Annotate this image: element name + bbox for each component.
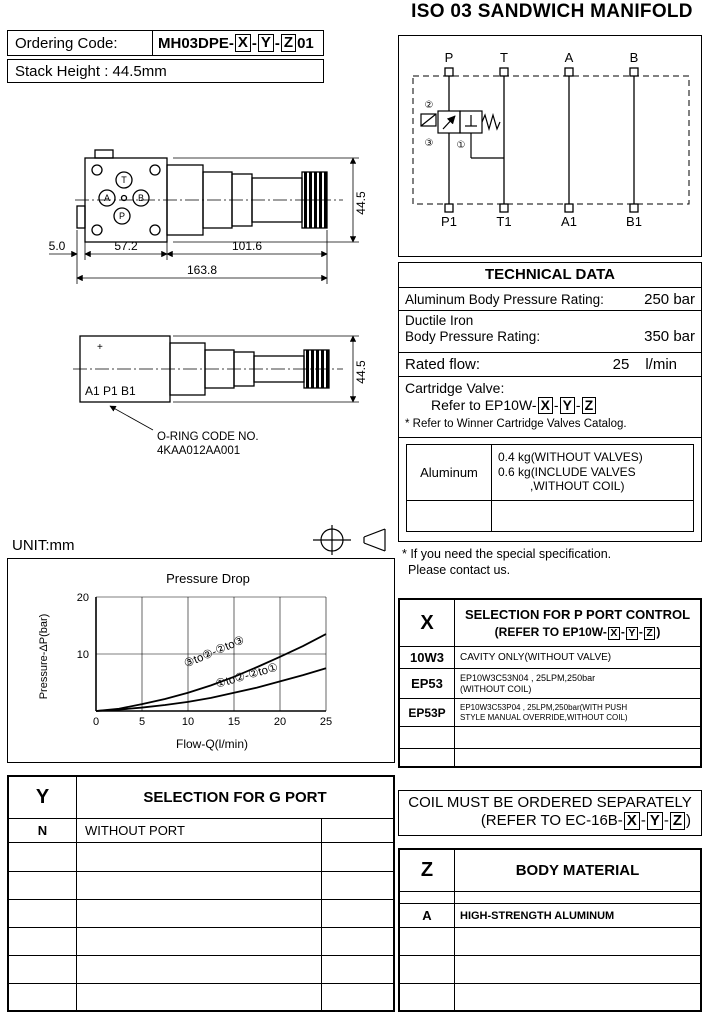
z-row-desc: HIGH-STRENGTH ALUMINUM — [460, 909, 615, 922]
x-row-desc — [455, 699, 700, 726]
footnote-line1: * If you need the special specification. — [402, 547, 612, 561]
schematic-top-port-labels — [445, 50, 639, 65]
x-table-header — [400, 600, 700, 647]
target-projection-icon — [313, 525, 351, 555]
cartridge-valve-row — [399, 377, 701, 438]
schematic-bottom-port-labels — [441, 214, 642, 229]
z-table-key: Z — [400, 850, 455, 891]
weight-line1: 0.4 kg(WITHOUT VALVES) — [498, 450, 643, 464]
pressure-drop-chart — [7, 558, 395, 763]
spring-symbol — [482, 115, 500, 129]
svg-text:T: T — [121, 175, 127, 185]
x-row-desc-line2: STYLE MANUAL OVERRIDE,WITHOUT COIL) — [460, 712, 628, 722]
y-row-desc: WITHOUT PORT — [77, 819, 322, 842]
x-table-row-ep53 — [400, 669, 700, 699]
port-lines — [445, 68, 638, 212]
svg-text:15: 15 — [227, 716, 241, 728]
x-table-empty-row — [400, 727, 700, 749]
rated-flow-unit: l/min — [645, 356, 677, 373]
x-table-empty-row — [400, 749, 700, 766]
weight-empty-right — [492, 501, 693, 531]
bottom-port-labels: A1 P1 B1 — [85, 384, 136, 398]
z-table-title: BODY MATERIAL — [515, 862, 640, 879]
x-title-suffix: ) — [656, 624, 661, 639]
x-title-sep2: - — [638, 624, 643, 639]
svg-text:20: 20 — [273, 716, 287, 728]
z-table-empty-row — [400, 956, 700, 984]
footnote-line2: Please contact us. — [408, 563, 511, 578]
aluminum-pressure-row — [399, 288, 701, 311]
svg-text:T: T — [500, 50, 508, 65]
cartridge-z-box: Z — [582, 397, 597, 414]
oring-note-line1: O-RING CODE NO. — [157, 431, 259, 443]
y-row-extra-cell — [322, 819, 393, 842]
coil-refer-suffix: ) — [686, 812, 691, 829]
svg-text:A: A — [564, 50, 574, 65]
y-table-empty-row — [9, 872, 393, 900]
technical-data-title: TECHNICAL DATA — [399, 263, 701, 288]
x-title-sep1: - — [620, 624, 625, 639]
chart-plot-area — [8, 583, 393, 739]
technical-drawings — [7, 88, 397, 558]
x-row-code: EP53 — [400, 669, 455, 698]
cone-projection-icon — [364, 529, 385, 551]
y-selection-table — [7, 775, 395, 1012]
chart-y-axis-label: Pressure-ΔP(bar) — [38, 613, 50, 700]
oring-note-line2: 4KAA012AA001 — [157, 445, 241, 457]
hydraulic-schematic-diagram — [399, 36, 699, 254]
svg-text:B1: B1 — [626, 214, 642, 229]
x-table-title-line2 — [495, 624, 661, 640]
rated-flow-label: Rated flow: — [405, 356, 481, 373]
code-sep2: - — [274, 34, 280, 52]
ordering-code-value — [152, 31, 323, 55]
coil-sep1: - — [640, 812, 646, 829]
svg-text:③: ③ — [424, 138, 434, 149]
sandwich-envelope-dashed — [413, 76, 689, 204]
dim-44-5-top: 44.5 — [354, 191, 368, 215]
svg-text:0: 0 — [92, 716, 100, 728]
ordering-code-box — [7, 30, 324, 56]
unit-label: UNIT:mm — [12, 537, 75, 554]
svg-text:20: 20 — [76, 592, 89, 604]
coil-y-box: Y — [647, 812, 663, 830]
z-table-empty-row — [400, 928, 700, 956]
svg-text:①: ① — [456, 140, 466, 151]
y-row-code: N — [9, 819, 77, 842]
y-table-row-n — [9, 819, 393, 843]
ductile-label-line1: Ductile Iron — [405, 313, 474, 328]
code-prefix: MH03DPE- — [158, 34, 234, 52]
stack-height-label: Stack Height : 44.5mm — [15, 62, 167, 80]
x-table-key: X — [400, 600, 455, 646]
code-x-box: X — [235, 34, 251, 52]
y-table-key: Y — [9, 777, 77, 818]
x-row-desc-line2: (WITHOUT COIL) — [460, 683, 532, 694]
x-row-desc — [455, 669, 700, 698]
dim-5: 5.0 — [48, 239, 66, 253]
code-suffix: 01 — [297, 34, 314, 52]
svg-text:10: 10 — [181, 716, 195, 728]
code-sep1: - — [251, 34, 257, 52]
coil-sep2: - — [663, 812, 669, 829]
coil-note-box — [398, 790, 702, 836]
svg-text:T1: T1 — [496, 214, 512, 229]
stack-height-box — [7, 59, 324, 83]
z-row-code: A — [400, 904, 455, 927]
cartridge-refer-prefix: Refer to EP10W- — [431, 397, 537, 413]
x-table-title-line1: SELECTION FOR P PORT CONTROL — [464, 607, 691, 623]
weight-table — [406, 444, 694, 532]
y-table-empty-row — [9, 984, 393, 1010]
x-selection-table — [398, 598, 702, 768]
weight-empty-left — [407, 501, 492, 531]
technical-data-box — [398, 262, 702, 542]
coil-z-box: Z — [670, 812, 685, 830]
mounting-face-port-letters — [104, 175, 144, 221]
x-row-desc-line1: EP10W3C53N04 , 25LPM,250bar — [460, 672, 596, 683]
x-title-x-box: X — [608, 627, 620, 640]
dim-101-6: 101.6 — [231, 239, 263, 253]
dim-44-5-bottom: 44.5 — [354, 360, 368, 384]
code-y-box: Y — [258, 34, 274, 52]
cartridge-note: * Refer to Winner Cartridge Valves Catalog. — [405, 417, 627, 430]
x-row-desc: CAVITY ONLY(WITHOUT VALVE) — [460, 652, 612, 663]
projection-symbols — [313, 525, 385, 555]
chart-title: Pressure Drop — [166, 571, 250, 586]
y-table-empty-row — [9, 956, 393, 984]
x-table-title — [455, 600, 700, 646]
svg-text:10: 10 — [76, 649, 89, 661]
weight-section — [399, 438, 701, 540]
cartridge-refer-line — [405, 397, 695, 414]
z-table-empty-row — [400, 892, 700, 904]
svg-text:25: 25 — [319, 716, 333, 728]
coil-x-box: X — [624, 812, 640, 830]
x-title-prefix: (REFER TO EP10W- — [494, 624, 607, 639]
hydraulic-schematic-box — [398, 35, 702, 257]
x-table-row-10w3 — [400, 647, 700, 669]
z-table-empty-row — [400, 984, 700, 1010]
cartridge-sep2: - — [575, 397, 581, 413]
coil-note-line1: COIL MUST BE ORDERED SEPARATELY — [408, 794, 692, 811]
special-spec-footnote — [402, 546, 702, 579]
svg-text:P1: P1 — [441, 214, 457, 229]
svg-text:5: 5 — [138, 716, 146, 728]
y-table-empty-row — [9, 900, 393, 928]
weight-line2: 0.6 kg(INCLUDE VALVES — [498, 464, 636, 479]
y-table-empty-row — [9, 928, 393, 956]
rated-flow-row — [399, 353, 701, 377]
dim-163-8: 163.8 — [186, 263, 218, 277]
svg-text:②: ② — [424, 100, 434, 111]
svg-text:①to②-②to①: ①to②-②to① — [214, 661, 280, 691]
x-title-y-box: Y — [626, 627, 638, 640]
coil-note-line2 — [399, 812, 701, 830]
cartridge-valve-label: Cartridge Valve: — [405, 380, 505, 396]
coil-refer-prefix: (REFER TO EC-16B- — [480, 812, 623, 829]
svg-text:③to②-②to③: ③to②-②to③ — [182, 634, 247, 671]
svg-text:B: B — [137, 193, 145, 203]
y-table-empty-row — [9, 843, 393, 872]
weight-material: Aluminum — [407, 445, 492, 501]
ductile-pressure-row — [399, 311, 701, 353]
svg-text:P: P — [118, 211, 126, 221]
ordering-code-label: Ordering Code: — [15, 34, 118, 52]
y-table-title: SELECTION FOR G PORT — [143, 789, 327, 806]
plus-mark: + — [97, 342, 103, 353]
z-body-material-table — [398, 848, 702, 1012]
svg-text:A: A — [103, 193, 111, 203]
cartridge-x-box: X — [538, 397, 553, 414]
cartridge-sep1: - — [553, 397, 559, 413]
svg-text:P: P — [444, 50, 454, 65]
y-table-header — [9, 777, 393, 819]
svg-text:A1: A1 — [561, 214, 577, 229]
ductile-label-line2: Body Pressure Rating: — [405, 329, 541, 344]
x-row-desc-line1: EP10W3C53P04 , 25LPM,250bar(WITH PUSH — [460, 702, 628, 712]
code-z-box: Z — [281, 34, 296, 52]
z-table-row-a — [400, 904, 700, 928]
top-view-outline — [77, 150, 327, 242]
x-table-row-ep53p — [400, 699, 700, 727]
page-title: ISO 03 SANDWICH MANIFOLD — [411, 1, 693, 22]
svg-text:B: B — [629, 50, 639, 65]
weight-values — [492, 445, 693, 501]
ductile-pressure-value: 350 bar — [644, 328, 695, 345]
rated-flow-value: 25 — [612, 356, 630, 373]
weight-line3: ,WITHOUT COIL) — [530, 479, 625, 494]
aluminum-pressure-value: 250 bar — [644, 290, 695, 308]
chart-x-axis-label: Flow-Q(l/min) — [176, 737, 248, 751]
dim-57-2: 57.2 — [114, 239, 138, 253]
aluminum-pressure-label: Aluminum Body Pressure Rating: — [405, 291, 604, 307]
cartridge-y-box: Y — [560, 397, 575, 414]
x-row-code: EP53P — [400, 699, 455, 726]
oring-note — [157, 431, 259, 457]
x-row-code: 10W3 — [400, 647, 455, 668]
z-table-header — [400, 850, 700, 892]
x-title-z-box: Z — [644, 627, 655, 640]
